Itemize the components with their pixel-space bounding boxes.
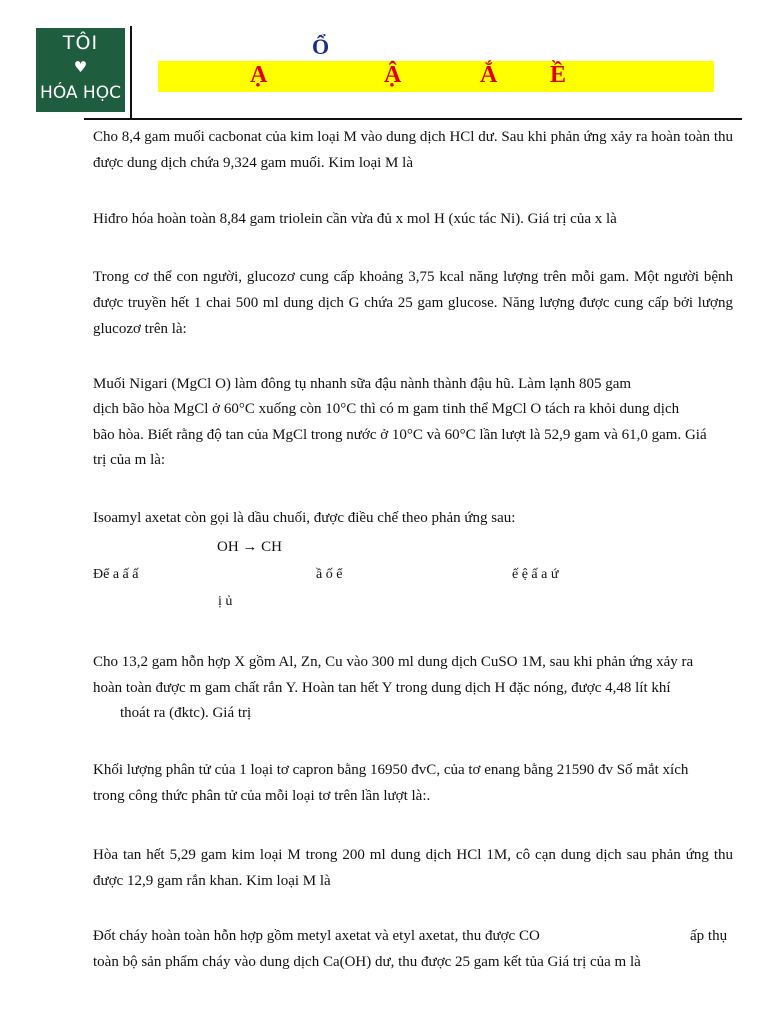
question-7-line-1: Khối lượng phân tử của 1 loại tơ capron bằng 16950 đvC, của tơ enang bằng 21590 đv Số mắt xích (93, 762, 689, 778)
header-horizontal-divider (84, 118, 742, 120)
question-5-fragment-3: ế ệ ấ a ứ (512, 567, 559, 582)
question-8: Hòa tan hết 5,29 gam kim loại M trong 200 ml dung dịch HCl 1M, cô cạn dung dịch sau phản ứng thu được 12,9 gam rắn khan. Kim loại M là (93, 847, 733, 889)
question-4-line-3: bão hòa. Biết rằng độ tan của MgCl trong nước ở 10°C và 60°C lần lượt là 52,9 gam và 61,0 gam. Giá (93, 427, 707, 443)
question-5-line-1: Isoamyl axetat còn gọi là dầu chuối, được điều chế theo phản ứng sau: (93, 510, 516, 526)
question-9-line-1-end: ấp thụ (690, 928, 728, 944)
question-5-fragment-1: Để a ấ ấ (93, 567, 139, 582)
question-9-line-2: toàn bộ sản phẩm cháy vào dung dịch Ca(OH) dư, thu được 25 gam kết tủa Giá trị của m là (93, 954, 641, 970)
question-3: Trong cơ thể con người, glucozơ cung cấp khoảng 3,75 kcal năng lượng trên mỗi gam. Một người bệnh được truyền hết 1 chai 500 ml dung dịch G chứa 25 gam glucose. Năng lượng được cung cấp bởi lượng glucozơ trên là: (93, 269, 733, 337)
question-5-equation: OH → CH (217, 539, 283, 555)
question-6-line-1: Cho 13,2 gam hỗn hợp X gồm Al, Zn, Cu vào 300 ml dung dịch CuSO 1M, sau khi phản ứng xảy ra (93, 654, 694, 670)
question-5-fragment-2: ầ ố ể (316, 567, 343, 582)
question-5-fragment-4: ị ủ (218, 594, 233, 609)
question-9-line-1: Đốt cháy hoàn toàn hỗn hợp gồm metyl axetat và etyl axetat, thu được CO (93, 928, 540, 944)
question-4-line-4: trị của m là: (93, 452, 166, 468)
banner-char-4: Ề (550, 62, 567, 88)
question-4-line-2: dịch bão hòa MgCl ở 60°C xuống còn 10°C thì có m gam tinh thể MgCl O tách ra khỏi dung dịch (93, 401, 680, 417)
site-logo (36, 28, 125, 112)
question-4-line-1: Muối Nigari (MgCl O) làm đông tụ nhanh sữa đậu nành thành đậu hũ. Làm lạnh 805 gam (93, 376, 632, 392)
banner-char-1: Ạ (250, 62, 268, 88)
banner-char-3: Ắ (480, 62, 498, 88)
header-vertical-divider (130, 26, 132, 118)
question-7-line-2: trong công thức phân tử của mỗi loại tơ trên lần lượt là:. (93, 788, 431, 804)
logo-text-hoa-hoc: HÓA HỌC (40, 83, 121, 103)
question-6-line-3: thoát ra (đktc). Giá trị (120, 705, 252, 721)
logo-text-toi: TÔI (62, 32, 99, 54)
question-1: Cho 8,4 gam muối cacbonat của kim loại M vào dung dịch HCl dư. Sau khi phản ứng xảy ra hoàn toàn thu được dung dịch chứa 9,324 gam muối. Kim loại M là (93, 129, 733, 171)
question-6-line-2: hoàn toàn được m gam chất rắn Y. Hoàn tan hết Y trong dung dịch H đặc nóng, được 4,48 lít khí (93, 680, 671, 696)
banner-char-2: Ậ (384, 62, 402, 88)
title-banner (158, 61, 714, 92)
header-subtitle: Ổ (312, 34, 330, 59)
heart-icon: ♥ (73, 58, 88, 76)
question-2: Hiđro hóa hoàn toàn 8,84 gam triolein cần vừa đủ x mol H (xúc tác Ni). Giá trị của x là (93, 211, 617, 227)
